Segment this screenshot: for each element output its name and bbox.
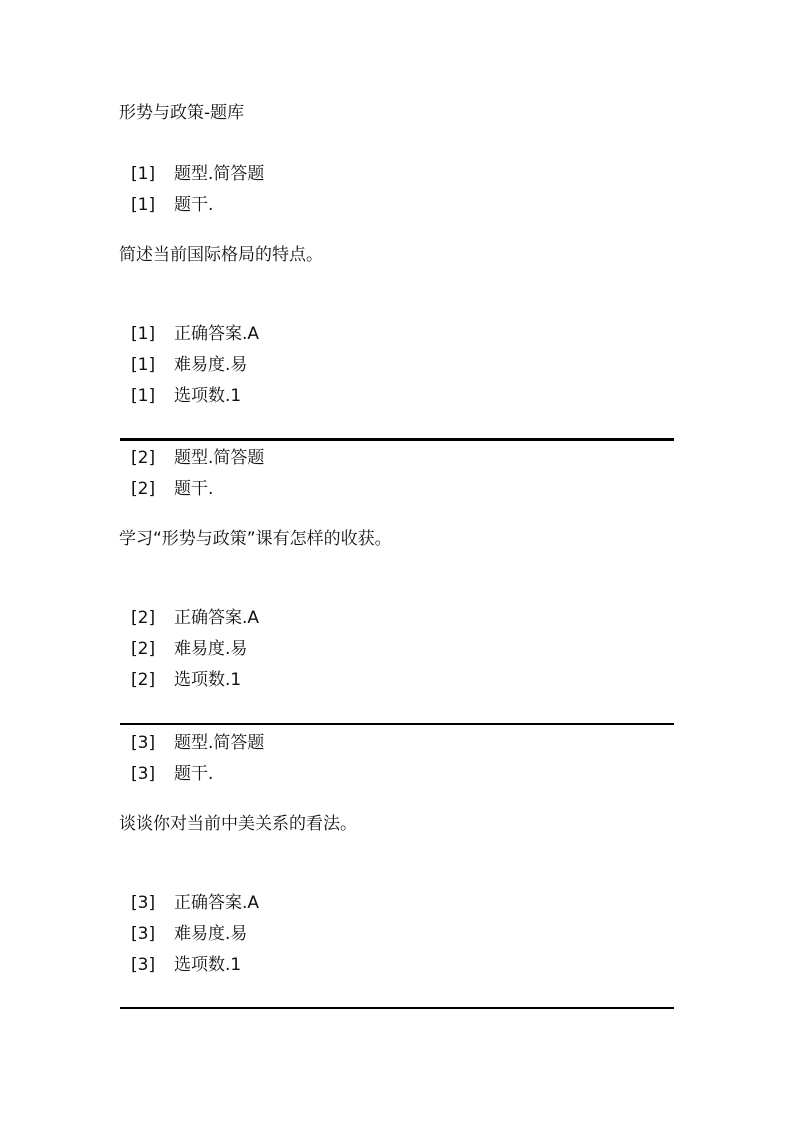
question-options-line	[131, 669, 241, 691]
question-number: [1]	[131, 195, 156, 215]
question-number: [1]	[131, 386, 156, 406]
question-answer-line	[131, 892, 259, 914]
question-options-line	[131, 385, 241, 407]
question-options: 选项数.1	[174, 386, 242, 406]
question-options-line	[131, 954, 241, 976]
question-divider	[120, 1007, 674, 1009]
question-number: [1]	[131, 324, 156, 344]
question-number: [3]	[131, 733, 156, 753]
question-number: [2]	[131, 670, 156, 690]
question-stem-text: 学习“形势与政策”课有怎样的收获。	[119, 529, 392, 549]
question-number: [3]	[131, 955, 156, 975]
question-stem-label: 题干.	[174, 479, 214, 499]
question-answer: 正确答案.A	[174, 324, 260, 344]
document-title: 形势与政策-题库	[119, 103, 245, 123]
question-options: 选项数.1	[174, 955, 242, 975]
question-stem-label-line	[131, 194, 213, 216]
question-difficulty-line	[131, 638, 247, 660]
question-type: 题型.简答题	[174, 448, 265, 468]
question-type-line	[131, 732, 264, 754]
question-type: 题型.简答题	[174, 733, 265, 753]
question-answer: 正确答案.A	[174, 608, 260, 628]
question-answer-line	[131, 607, 259, 629]
question-type-line	[131, 447, 264, 469]
question-difficulty-line	[131, 354, 247, 376]
question-type: 题型.简答题	[174, 164, 265, 184]
question-number: [3]	[131, 893, 156, 913]
question-type-line	[131, 163, 264, 185]
question-stem-label: 题干.	[174, 195, 214, 215]
question-difficulty: 难易度.易	[174, 639, 248, 659]
question-number: [1]	[131, 355, 156, 375]
question-options: 选项数.1	[174, 670, 242, 690]
question-number: [2]	[131, 639, 156, 659]
question-number: [3]	[131, 924, 156, 944]
question-answer-line	[131, 323, 259, 345]
question-number: [3]	[131, 764, 156, 784]
question-difficulty-line	[131, 923, 247, 945]
question-stem-text: 谈谈你对当前中美关系的看法。	[119, 814, 357, 834]
question-difficulty: 难易度.易	[174, 924, 248, 944]
question-number: [1]	[131, 164, 156, 184]
question-stem-label-line	[131, 763, 213, 785]
question-answer: 正确答案.A	[174, 893, 260, 913]
question-number: [2]	[131, 479, 156, 499]
question-number: [2]	[131, 608, 156, 628]
question-stem-label: 题干.	[174, 764, 214, 784]
question-divider	[120, 438, 674, 441]
question-difficulty: 难易度.易	[174, 355, 248, 375]
question-stem-text: 简述当前国际格局的特点。	[119, 245, 323, 265]
question-divider	[120, 723, 674, 725]
question-stem-label-line	[131, 478, 213, 500]
question-number: [2]	[131, 448, 156, 468]
